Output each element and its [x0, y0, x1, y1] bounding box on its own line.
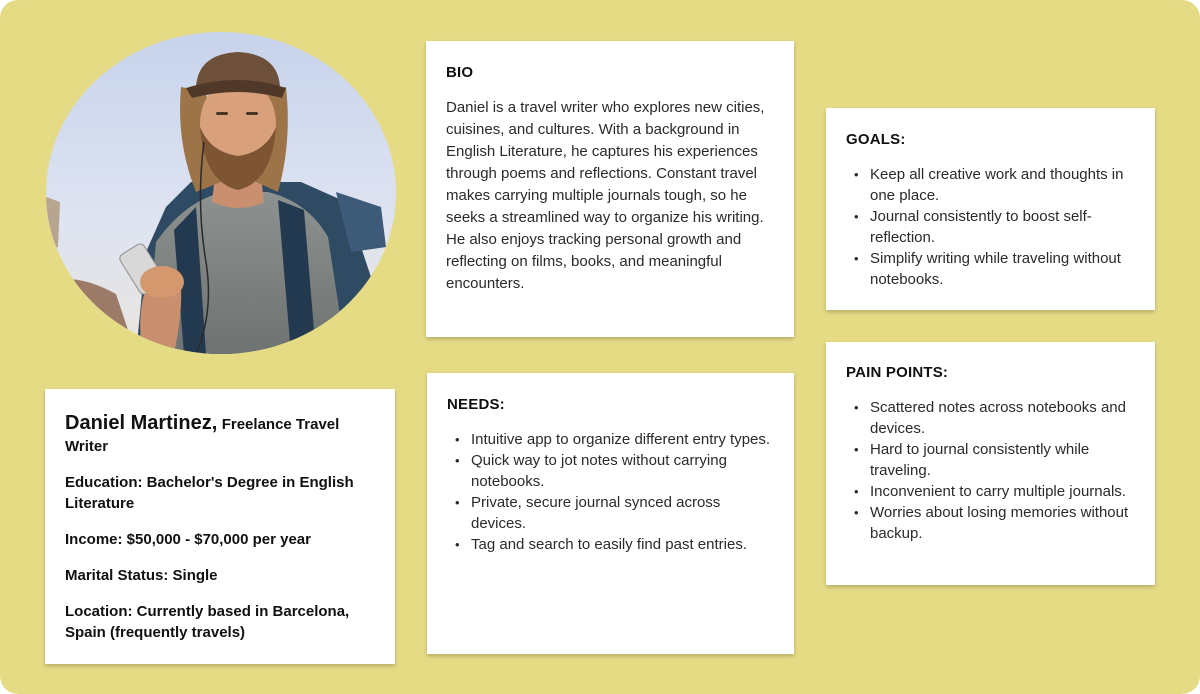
- pain-points-list: [846, 397, 1135, 544]
- list-item: • Hard to journal consistently while traveling.: [854, 441, 1090, 479]
- list-item: • Tag and search to easily find past entries.: [455, 536, 747, 553]
- marital-status-fact: Marital Status: Single: [65, 567, 218, 584]
- list-item: • Keep all creative work and thoughts in one place.: [854, 166, 1124, 204]
- needs-heading: NEEDS:: [447, 396, 505, 413]
- list-item: • Private, secure journal synced across devices.: [455, 494, 721, 532]
- profile-card: [45, 389, 395, 664]
- profile-name-line: [65, 412, 375, 458]
- bio-card: [426, 41, 794, 337]
- list-item: • Worries about losing memories without backup.: [854, 504, 1129, 542]
- list-item: • Scattered notes across notebooks and devices.: [854, 399, 1126, 437]
- needs-list: [447, 429, 774, 555]
- bio-text: Daniel is a travel writer who explores new cities, cuisines, and cultures. With a background in English Literature, he captures his experiences through poems and reflections. Constant travel makes carrying multiple journals tough, so he seeks a streamlined way to organize his writing. He also enjoys tracking personal growth and reflecting on films, books, and meaningful encounters.: [446, 99, 765, 292]
- needs-card: [427, 373, 794, 654]
- persona-name: Daniel Martinez,: [65, 412, 218, 434]
- goals-list: [846, 164, 1135, 290]
- income-fact: Income: $50,000 - $70,000 per year: [65, 531, 311, 548]
- list-item: • Quick way to jot notes without carrying notebooks.: [455, 452, 727, 490]
- persona-photo: [46, 32, 396, 354]
- list-item: • Intuitive app to organize different entry types.: [455, 431, 771, 448]
- education-fact: Education: Bachelor's Degree in English Literature: [65, 474, 354, 512]
- list-item: • Inconvenient to carry multiple journals.: [854, 483, 1126, 500]
- location-fact: Location: Currently based in Barcelona, Spain (frequently travels): [65, 603, 350, 641]
- goals-card: [826, 108, 1155, 310]
- bio-heading: BIO: [446, 64, 474, 81]
- goals-heading: GOALS:: [846, 131, 906, 148]
- list-item: • Simplify writing while traveling without notebooks.: [854, 250, 1121, 288]
- person-portrait-image: [46, 32, 396, 354]
- list-item: • Journal consistently to boost self-reflection.: [854, 208, 1092, 246]
- pain-points-card: [826, 342, 1155, 585]
- pain-points-heading: PAIN POINTS:: [846, 364, 949, 381]
- persona-role: Freelance Travel Writer: [65, 416, 340, 455]
